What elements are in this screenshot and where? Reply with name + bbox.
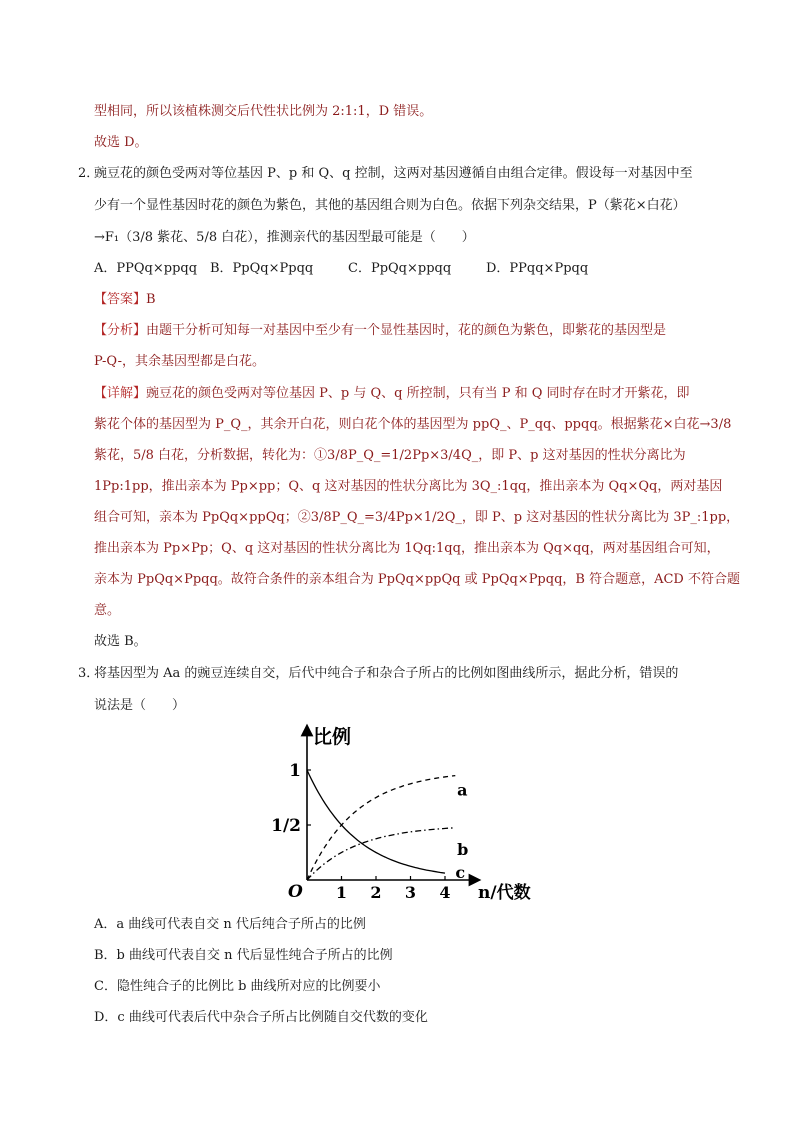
curve-c	[307, 770, 445, 873]
curve-label-c: c	[455, 863, 466, 882]
q2-analysis-line-1	[94, 321, 666, 341]
q2-detail-line-4: 1Pp:1pp，推出亲本为 Pp×pp；Q、q 这对基因的性状分离比为 3Q_:1qq，推出亲本为 Qq×Qq，两对基因	[94, 479, 723, 494]
detail-text-1: 豌豆花的颜色受两对等位基因 P、p 与 Q、q 所控制，只有当 P 和 Q 同时存在时才开紫花，即	[146, 386, 690, 401]
answer-tag: 【答案】	[94, 292, 147, 307]
q3-option-a: A．a 曲线可代表自交 n 代后纯合子所占的比例	[94, 917, 366, 932]
q2-option-c: C．PpQq×ppqq	[348, 261, 452, 276]
curve-b	[307, 828, 455, 880]
q3-option-c: C．隐性纯合子的比例比 b 曲线所对应的比例要小	[94, 979, 381, 994]
q3-stem-line-1: 将基因型为 Aa 的豌豆连续自交，后代中纯合子和杂合子所占的比例如图曲线所示，据此分析，错误的	[94, 666, 679, 681]
q2-choice: 故选 B。	[94, 634, 147, 649]
q2-stem-line-2: 少有一个显性基因时花的颜色为紫色，其他的基因组合则为白色。依据下列杂交结果，P（紫花×白花）	[94, 198, 686, 213]
q2-stem-line-3: →F₁（3/8 紫花、5/8 白花），推测亲代的基因型最可能是（ ）	[94, 230, 475, 245]
q2-detail-line-2: 紫花个体的基因型为 P_Q_，其余开白花，则白花个体的基因型为 ppQ_、P_qq、ppqq。根据紫花×白花→3/8	[94, 417, 732, 432]
q2-detail-line-6: 推出亲本为 Pp×Pp；Q、q 这对基因的性状分离比为 1Qq:1qq，推出亲本为 Qq×qq，两对基因组合可知，	[94, 541, 720, 556]
q2-analysis-line-2: P-Q-，其余基因型都是白花。	[94, 354, 265, 369]
detail-tag: 【详解】	[94, 386, 147, 401]
x-tick-label: 1	[335, 883, 348, 902]
proportion-chart	[270, 718, 570, 908]
q2-option-d: D．PPqq×Ppqq	[486, 261, 589, 276]
q2-answer	[94, 290, 156, 310]
x-tick-label: 2	[370, 883, 382, 902]
x-tick-label: 3	[404, 883, 417, 902]
q1-tail-line: 型相同，所以该植株测交后代性状比例为 2:1:1，D 错误。	[94, 104, 433, 119]
q2-number: 2．	[78, 166, 100, 181]
q3-stem-line-2: 说法是（ ）	[94, 698, 186, 713]
origin-label: O	[288, 882, 303, 902]
q2-detail-line-3: 紫花，5/8 白花，分析数据，转化为：①3/8P_Q_=1/2Pp×3/4Q_，即 P、p 这对基因的性状分离比为	[94, 448, 686, 463]
answer-value: B	[146, 292, 156, 307]
analysis-text-1: 由题干分析可知每一对基因中至少有一个显性基因时，花的颜色为紫色，即紫花的基因型是	[146, 323, 667, 338]
q2-detail-line-1	[94, 384, 690, 404]
curve-label-b: b	[457, 840, 469, 860]
y-tick-label: 1/2	[271, 816, 301, 836]
q2-stem-line-1: 豌豆花的颜色受两对等位基因 P、p 和 Q、q 控制，这两对基因遵循自由组合定律。假设每一对基因中至	[94, 166, 693, 181]
q2-detail-line-7: 亲本为 PpQq×Ppqq。故符合条件的亲本组合为 PpQq×ppQq 或 PpQq×Ppqq，B 符合题意，ACD 不符合题	[94, 572, 740, 587]
q2-detail-line-5: 组合可知，亲本为 PpQq×ppQq；②3/8P_Q_=3/4Pp×1/2Q_，即 P、p 这对基因的性状分离比为 3P_:1pp，	[94, 510, 740, 525]
analysis-tag: 【分析】	[94, 323, 147, 338]
q3-option-b: B．b 曲线可代表自交 n 代后显性纯合子所占的比例	[94, 948, 393, 963]
q2-detail-line-8: 意。	[94, 603, 121, 618]
x-tick-label: 4	[439, 883, 451, 902]
q3-number: 3．	[78, 666, 100, 681]
q2-option-a: A．PPQq×ppqq	[94, 261, 198, 276]
x-axis-label: n/代数	[478, 883, 531, 903]
q3-option-d: D．c 曲线可代表后代中杂合子所占比例随自交代数的变化	[94, 1010, 428, 1025]
curve-label-a: a	[457, 780, 468, 800]
q2-option-b: B．PpQq×Ppqq	[210, 261, 314, 276]
q1-choice: 故选 D。	[94, 135, 148, 150]
y-tick-label: 1	[289, 761, 301, 781]
curve-a	[307, 776, 455, 880]
y-axis-label: 比例	[313, 726, 352, 748]
